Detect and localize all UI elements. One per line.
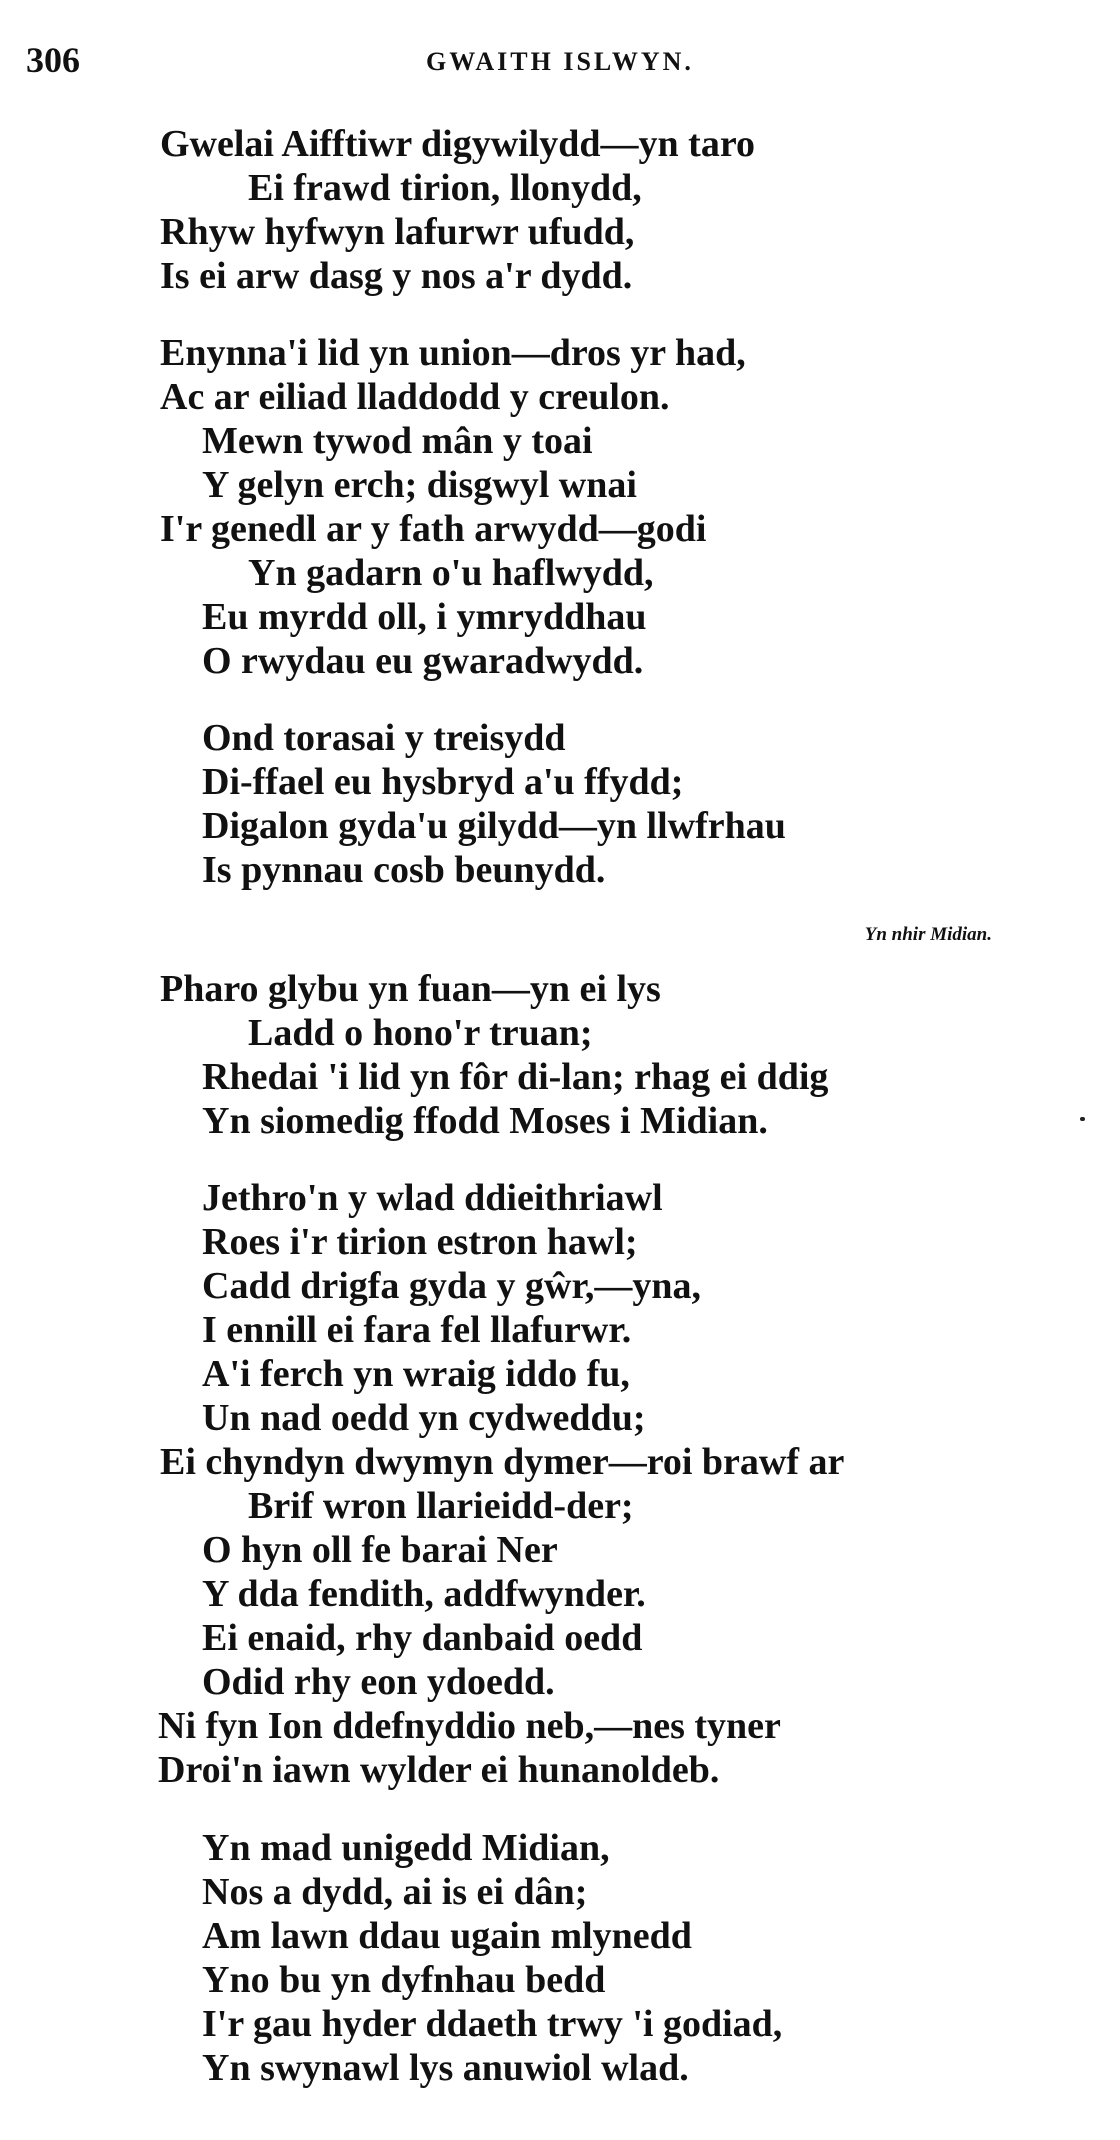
poem-line: Yn gadarn o'u haflwydd, xyxy=(248,552,654,594)
poem-line: Roes i'r tirion estron hawl; xyxy=(202,1221,638,1263)
poem-line: Ei enaid, rhy danbaid oedd xyxy=(202,1617,643,1659)
poem-line: Yn siomedig ffodd Moses i Midian. xyxy=(202,1100,768,1142)
poem-line: Ladd o hono'r truan; xyxy=(248,1012,593,1054)
poem-line: Nos a dydd, ai is ei dân; xyxy=(202,1871,588,1913)
poem-line: Gwelai Aifftiwr digywilydd—yn taro xyxy=(160,123,756,165)
running-title: GWAITH ISLWYN. xyxy=(426,47,694,76)
poem-line: Yn mad unigedd Midian, xyxy=(202,1827,610,1869)
poem-line: Di-ffael eu hysbryd a'u ffydd; xyxy=(202,761,684,803)
poem-line: I'r gau hyder ddaeth trwy 'i godiad, xyxy=(202,2003,783,2045)
poem-line: Mewn tywod mân y toai xyxy=(202,420,593,462)
poem-line: Un nad oedd yn cydweddu; xyxy=(202,1397,646,1439)
poem-line: O rwydau eu gwaradwydd. xyxy=(202,640,644,682)
ink-speck xyxy=(1080,1117,1085,1121)
poem-line: Pharo glybu yn fuan—yn ei lys xyxy=(160,968,661,1010)
poem-line: Rhyw hyfwyn lafurwr ufudd, xyxy=(160,211,635,253)
poem-line: Yn swynawl lys anuwiol wlad. xyxy=(202,2047,689,2089)
poem-line: A'i ferch yn wraig iddo fu, xyxy=(202,1353,630,1395)
poem-line: Ei frawd tirion, llonydd, xyxy=(248,167,642,209)
poem-line: Jethro'n y wlad ddieithriawl xyxy=(202,1177,663,1219)
poem-line: Odid rhy eon ydoedd. xyxy=(202,1661,555,1703)
poem-line: Is pynnau cosb beunydd. xyxy=(202,849,606,891)
poem-line: Cadd drigfa gyda y gŵr,—yna, xyxy=(202,1265,702,1307)
poem-line: Ni fyn Ion ddefnyddio neb,—nes tyner xyxy=(158,1705,781,1747)
poem-line: I ennill ei fara fel llafurwr. xyxy=(202,1309,632,1351)
poem-line: Y gelyn erch; disgwyl wnai xyxy=(202,464,637,506)
poem-line: Droi'n iawn wylder ei hunanoldeb. xyxy=(158,1749,720,1791)
poem-line: Ac ar eiliad lladdodd y creulon. xyxy=(160,376,670,418)
poem-line: Y dda fendith, addfwynder. xyxy=(202,1573,646,1615)
page-number: 306 xyxy=(26,40,80,80)
poem-line: Eu myrdd oll, i ymryddhau xyxy=(202,596,647,638)
poem-line: Digalon gyda'u gilydd—yn llwfrhau xyxy=(202,805,786,847)
marginal-note: Yn nhir Midian. xyxy=(864,924,992,945)
poem-line: I'r genedl ar y fath arwydd—godi xyxy=(160,508,707,550)
poem-line: Am lawn ddau ugain mlynedd xyxy=(202,1915,692,1957)
poem-line: Brif wron llarieidd-der; xyxy=(248,1485,634,1527)
poem-line: Ond torasai y treisydd xyxy=(202,717,566,759)
poem-line: O hyn oll fe barai Ner xyxy=(202,1529,558,1571)
poem-line: Yno bu yn dyfnhau bedd xyxy=(202,1959,606,2001)
poem-line: Enynna'i lid yn union—dros yr had, xyxy=(160,332,746,374)
poem-line: Rhedai 'i lid yn fôr di-lan; rhag ei ddig xyxy=(202,1056,829,1098)
poem-line: Ei chyndyn dwymyn dymer—roi brawf ar xyxy=(160,1441,845,1483)
poem-line: Is ei arw dasg y nos a'r dydd. xyxy=(160,255,633,297)
